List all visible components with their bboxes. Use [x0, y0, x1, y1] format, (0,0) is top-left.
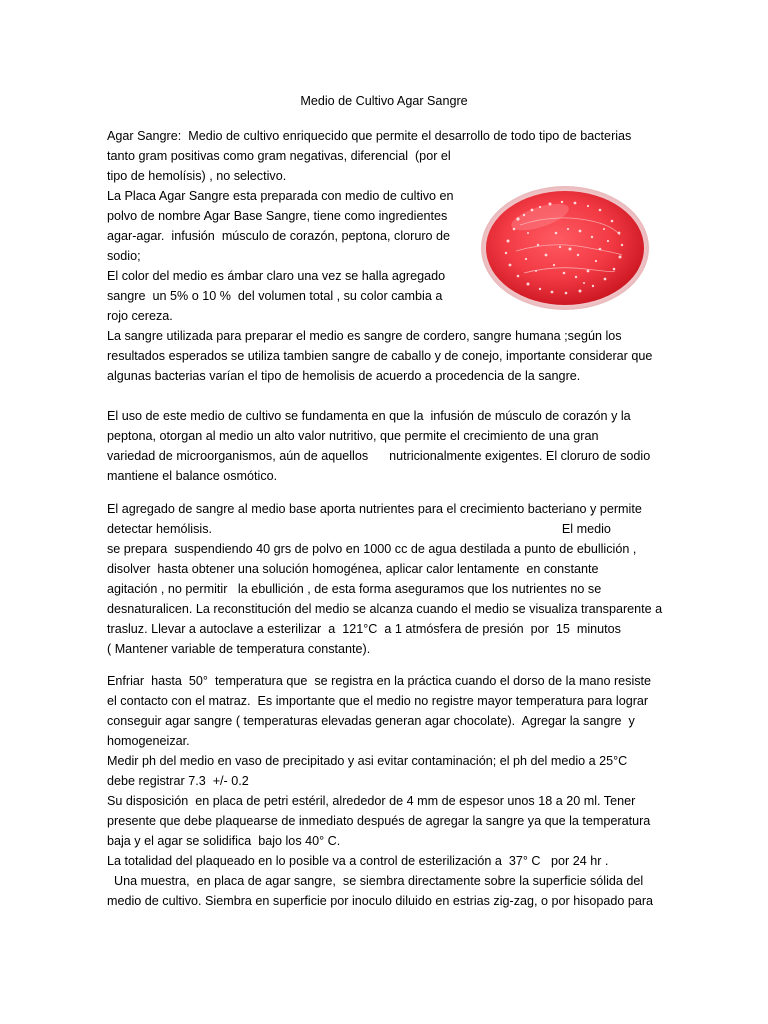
- text-line: conseguir agar sangre ( temperaturas elevadas generan agar chocolate). Agregar la sangre y: [107, 714, 635, 728]
- text-line: La sangre utilizada para preparar el medio es sangre de cordero, sangre humana ;según los: [107, 329, 622, 343]
- text-line: La Placa Agar Sangre esta preparada con medio de cultivo en: [107, 189, 454, 203]
- text-line: rojo cereza.: [107, 309, 173, 323]
- text-line: La totalidad del plaqueado en lo posible va a control de esterilización a 37° C por 24 hr .: [107, 854, 609, 868]
- text-line: detectar hemólisis. El medio: [107, 522, 611, 536]
- blood-agar-plate-image: [480, 185, 650, 311]
- text-line: debe registrar 7.3 +/- 0.2: [107, 774, 249, 788]
- text-line: ( Mantener variable de temperatura constante).: [107, 642, 371, 656]
- text-line: homogeneizar.: [107, 734, 190, 748]
- text-line: mantiene el balance osmótico.: [107, 469, 278, 483]
- text-line: resultados esperados se utiliza tambien sangre de caballo y de conejo, importante considerar que: [107, 349, 653, 363]
- text-line: trasluz. Llevar a autoclave a esterilizar a 121°C a 1 atmósfera de presión por 15 minutos: [107, 622, 621, 636]
- text-line: tipo de hemolísis) , no selectivo.: [107, 169, 287, 183]
- text-line: tanto gram positivas como gram negativas, diferencial (por el: [107, 149, 451, 163]
- text-line: se prepara suspendiendo 40 grs de polvo en 1000 cc de agua destilada a punto de ebullición ,: [107, 542, 637, 556]
- text-line: presente que debe plaquearse de inmediato después de agregar la sangre ya que la temperatura: [107, 814, 651, 828]
- text-line: el contacto con el matraz. Es importante que el medio no registre mayor temperatura para lograr: [107, 694, 649, 708]
- text-line: El agregado de sangre al medio base aporta nutrientes para el crecimiento bacteriano y permite: [107, 502, 642, 516]
- text-line: peptona, otorgan al medio un alto valor nutritivo, que permite el crecimiento de una gran: [107, 429, 599, 443]
- text-line: agitación , no permitir la ebullición , de esta forma aseguramos que los nutrientes no se: [107, 582, 602, 596]
- text-line: Enfriar hasta 50° temperatura que se registra en la práctica cuando el dorso de la mano resiste: [107, 674, 652, 688]
- text-line: polvo de nombre Agar Base Sangre, tiene como ingredientes: [107, 209, 448, 223]
- text-line: desnaturalicen. La reconstitución del medio se alcanza cuando el medio se visualiza transparente a: [107, 602, 663, 616]
- text-line: Medir ph del medio en vaso de precipitado y asi evitar contaminación; el ph del medio a 25°C: [107, 754, 628, 768]
- text-line: sodio;: [107, 249, 141, 263]
- text-line: baja y el agar se solidifica bajo los 40° C.: [107, 834, 341, 848]
- text-line: Su disposición en placa de petri estéril, alrededor de 4 mm de espesor unos 18 a 20 ml. Tener: [107, 794, 636, 808]
- page-title: Medio de Cultivo Agar Sangre: [300, 94, 468, 108]
- text-line: El color del medio es ámbar claro una vez se halla agregado: [107, 269, 446, 283]
- text-line: Una muestra, en placa de agar sangre, se siembra directamente sobre la superficie sólida del: [107, 874, 644, 888]
- text-line: agar-agar. infusión músculo de corazón, peptona, cloruro de: [107, 229, 451, 243]
- text-line: disolver hasta obtener una solución homogénea, aplicar calor lentamente en constante: [107, 562, 599, 576]
- text-line: medio de cultivo. Siembra en superficie por inoculo diluido en estrias zig-zag, o por hisopado para: [107, 894, 654, 908]
- text-line: El uso de este medio de cultivo se fundamenta en que la infusión de músculo de corazón y la: [107, 409, 631, 423]
- text-line: sangre un 5% o 10 % del volumen total , su color cambia a: [107, 289, 443, 303]
- text-line: Agar Sangre: Medio de cultivo enriquecido que permite el desarrollo de todo tipo de bacterias: [107, 129, 632, 143]
- text-line: algunas bacterias varían el tipo de hemolisis de acuerdo a procedencia de la sangre.: [107, 369, 581, 383]
- text-line: variedad de microorganismos, aún de aquellos nutricionalmente exigentes. El cloruro de sodio: [107, 449, 651, 463]
